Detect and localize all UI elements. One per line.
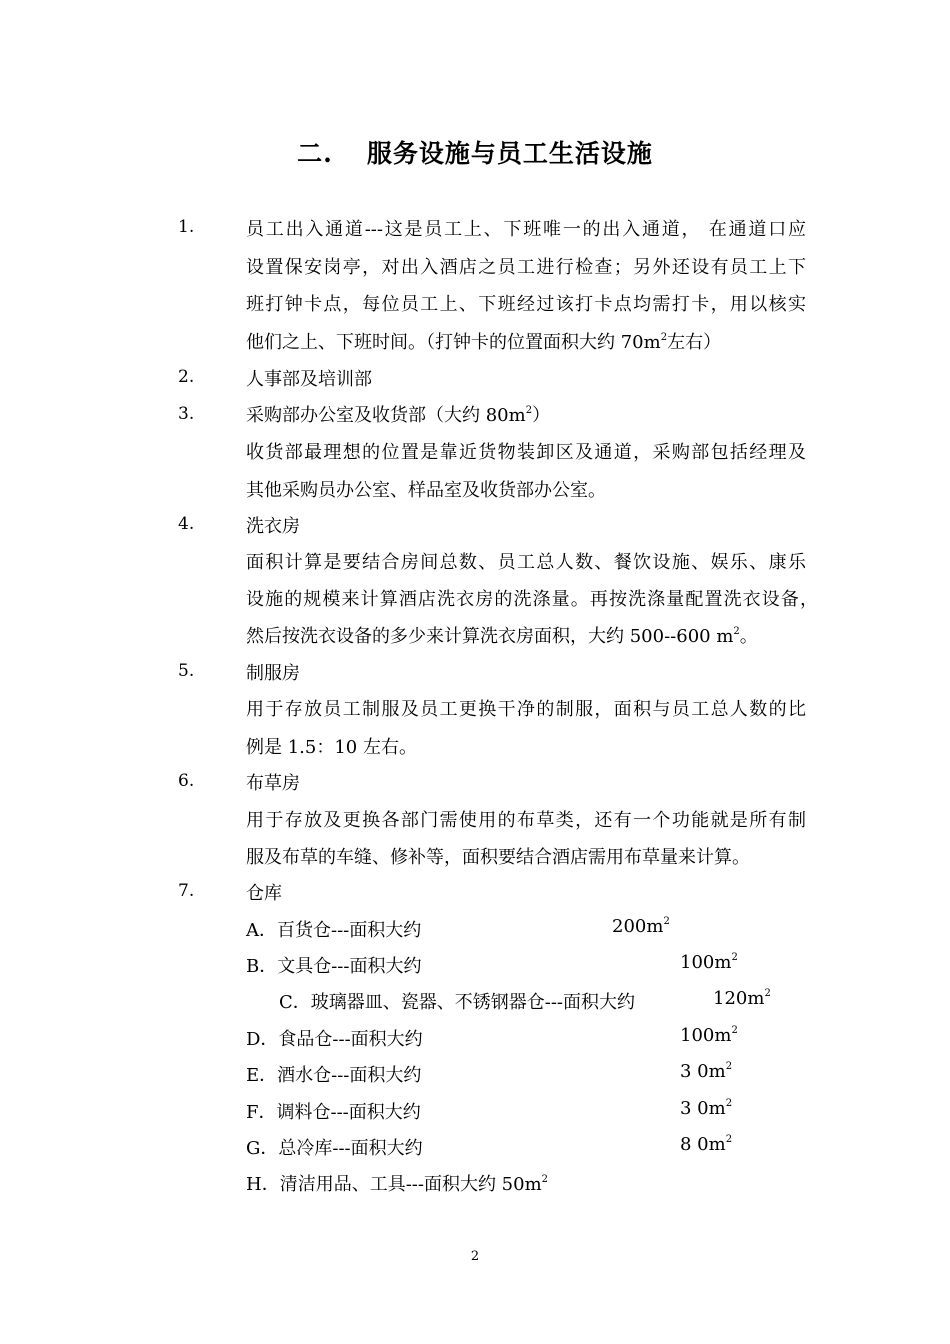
superscript: 2: [660, 332, 668, 343]
superscript: 2: [731, 952, 738, 963]
section-number: 二.: [297, 139, 333, 168]
item-6-line-2: 服及布草的车缝、修补等，面积要结合酒店需用布草量来计算。: [246, 847, 750, 868]
store-item-d: D．食品仓---面积大约: [246, 1029, 423, 1050]
item-1-line-4-tail: 左右）: [667, 332, 722, 353]
item-4-line-3-text: 然后按洗衣设备的多少来计算洗衣房面积，大约 500--600 m: [246, 626, 734, 647]
item-number-1: 1.: [178, 217, 195, 237]
superscript: 2: [764, 988, 771, 999]
item-4-heading: 洗衣房: [246, 516, 300, 537]
item-4-line-3: [246, 622, 758, 648]
item-4-line-1: 面积计算是要结合房间总数、员工总人数、餐饮设施、娱乐、康乐: [246, 552, 806, 573]
store-area-g: [680, 1134, 732, 1155]
item-1-line-2: 设置保安岗亭，对出入酒店之员工进行检查；另外还设有员工上下: [246, 257, 806, 278]
store-area-a: [612, 916, 670, 937]
store-area-e: [680, 1061, 732, 1082]
store-area-value: 3 0m: [680, 1061, 726, 1082]
item-6-heading: 布草房: [246, 773, 300, 794]
item-5-line-1: 用于存放员工制服及员工更换干净的制服，面积与员工总人数的比: [246, 699, 806, 720]
item-number-4: 4.: [178, 514, 195, 534]
page-title: [0, 134, 950, 170]
item-5-line-2: 例是 1.5：10 左右。: [246, 737, 417, 758]
store-item-c: C．玻璃器皿、瓷器、不锈钢器仓---面积大约: [279, 992, 636, 1013]
item-number-7: 7.: [178, 881, 195, 901]
superscript: 2: [731, 1025, 738, 1036]
item-3-line-2: 其他采购员办公室、样品室及收货部办公室。: [246, 480, 606, 501]
store-item-e: E．酒水仓---面积大约: [246, 1065, 422, 1086]
item-1-line-4-text: 他们之上、下班时间。（打钟卡的位置面积大约 70m: [246, 332, 661, 353]
item-1-line-3: 班打钟卡点，每位员工上、下班经过该打卡点均需打卡，用以核实: [246, 294, 806, 315]
superscript: 2: [525, 405, 533, 416]
item-1-line-4: [246, 328, 721, 354]
store-area-b: [680, 952, 738, 973]
store-area-value: 120m: [713, 988, 765, 1009]
item-3-heading-text: 采购部办公室及收货部（大约 80m: [246, 405, 526, 426]
superscript: 2: [725, 1134, 733, 1145]
item-3-heading: [246, 401, 550, 427]
item-3-heading-tail: ）: [532, 405, 551, 426]
superscript: 2: [725, 1061, 733, 1072]
store-item-g: G．总冷库---面积大约: [246, 1138, 423, 1159]
superscript: 2: [541, 1174, 549, 1185]
store-area-f: [680, 1098, 732, 1119]
item-3-line-1: 收货部最理想的位置是靠近货物装卸区及通道，采购部包括经理及: [246, 442, 806, 463]
store-area-value: 8 0m: [680, 1134, 726, 1155]
item-4-line-3-tail: 。: [739, 626, 758, 647]
item-6-line-1: 用于存放及更换各部门需使用的布草类，还有一个功能就是所有制: [246, 810, 806, 831]
item-number-2: 2.: [178, 367, 195, 387]
store-item-h: [246, 1170, 548, 1196]
item-2-heading: 人事部及培训部: [246, 369, 372, 390]
store-area-d: [680, 1025, 738, 1046]
item-4-line-2: 设施的规模来计算酒店洗衣房的洗涤量。再按洗涤量配置洗衣设备，: [246, 589, 818, 610]
item-number-3: 3.: [178, 404, 195, 424]
superscript: 2: [663, 916, 670, 927]
store-area-c: [713, 988, 771, 1009]
section-title: 服务设施与员工生活设施: [366, 139, 653, 168]
store-item-a: A．百货仓---面积大约: [246, 920, 422, 941]
store-area-value: 100m: [680, 1025, 732, 1046]
item-5-heading: 制服房: [246, 663, 300, 684]
store-item-b: B．文具仓---面积大约: [246, 956, 422, 977]
item-number-6: 6.: [178, 771, 195, 791]
store-area-value: 200m: [612, 916, 664, 937]
store-area-value: 3 0m: [680, 1098, 726, 1119]
page-number: 2: [470, 1249, 480, 1264]
superscript: 2: [725, 1098, 733, 1109]
store-area-value: 100m: [680, 952, 732, 973]
item-7-heading: 仓库: [246, 883, 282, 904]
superscript: 2: [733, 626, 740, 637]
item-1-line-1: 员工出入通道---这是员工上、下班唯一的出入通道， 在通道口应: [246, 219, 806, 240]
store-item-h-label: H．清洁用品、工具---面积大约 50m: [246, 1174, 542, 1195]
store-item-f: F．调料仓---面积大约: [246, 1102, 421, 1123]
item-number-5: 5.: [178, 661, 195, 681]
